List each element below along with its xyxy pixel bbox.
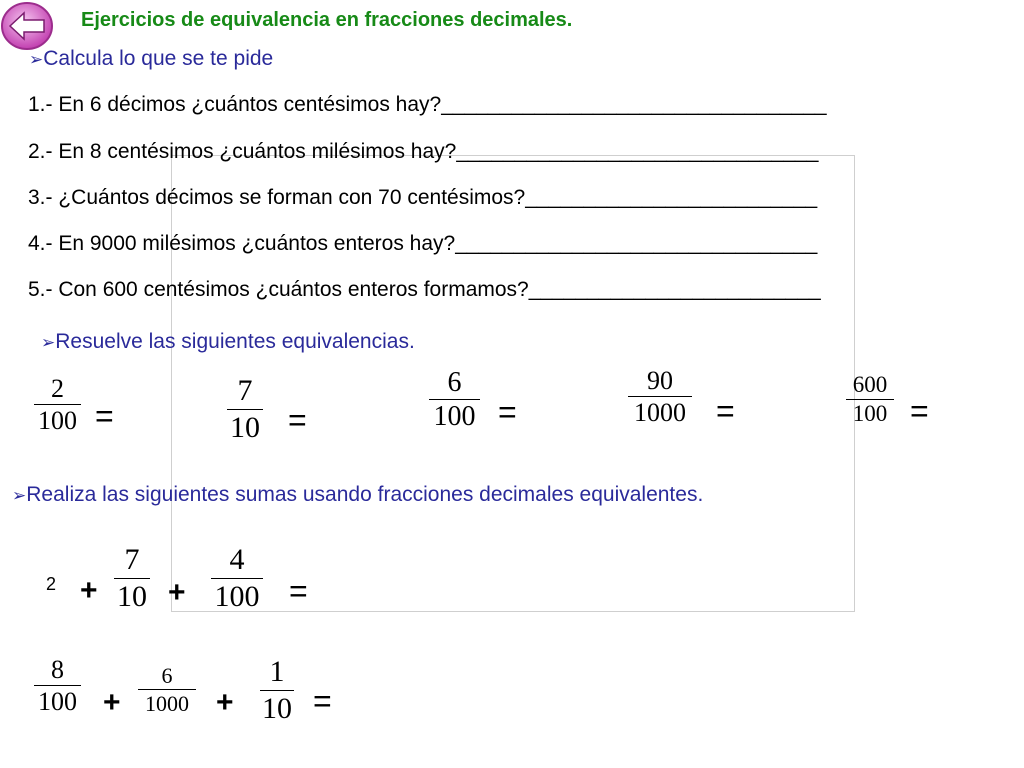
equivalence-fraction-3: [429, 366, 480, 434]
back-arrow-icon: [0, 0, 56, 52]
sum2-fraction-3: [260, 654, 294, 726]
whole-number: 2: [46, 574, 57, 594]
numerator: 7: [237, 374, 253, 407]
equivalence-fraction-2: [227, 373, 263, 445]
equivalence-fraction-1: [34, 373, 81, 437]
sum2-fraction-1: [34, 654, 81, 718]
denominator: 100: [38, 406, 77, 436]
numerator: 7: [124, 543, 140, 576]
denominator: 10: [262, 691, 292, 725]
question-5: 5.- Con 600 centésimos ¿cuántos enteros formamos?_________________________: [28, 278, 821, 301]
numerator: 2: [51, 374, 64, 403]
plus-sign: +: [216, 686, 234, 719]
numerator: 90: [647, 366, 673, 395]
plus-sign: +: [80, 574, 98, 607]
section-heading-realiza: [12, 483, 703, 507]
numerator: 1: [269, 655, 285, 688]
denominator: 1000: [634, 398, 686, 428]
equals-sign: =: [716, 393, 735, 429]
question-4: 4.- En 9000 milésimos ¿cuántos enteros hay?_______________________________: [28, 232, 818, 255]
denominator: 100: [852, 401, 888, 427]
question-1: 1.- En 6 décimos ¿cuántos centésimos hay?_________________________________: [28, 93, 827, 116]
back-button[interactable]: [0, 0, 56, 52]
denominator: 100: [214, 579, 260, 613]
plus-sign: +: [103, 686, 121, 719]
section-heading-resuelve: [41, 330, 415, 354]
sum1-fraction-2: [211, 542, 263, 614]
section-heading-text: Calcula lo que se te pide: [43, 47, 274, 70]
plus-sign: +: [168, 576, 186, 609]
equals-sign: =: [289, 573, 308, 609]
equals-sign: =: [95, 398, 114, 434]
section-heading-calcula: [29, 47, 273, 71]
sum1-fraction-1: [114, 542, 150, 614]
numerator: 8: [51, 655, 64, 684]
denominator: 1000: [145, 691, 189, 717]
denominator: 100: [433, 401, 476, 433]
numerator: 6: [447, 367, 462, 398]
question-2: 2.- En 8 centésimos ¿cuántos milésimos hay?_______________________________: [28, 140, 819, 163]
denominator: 10: [117, 579, 147, 613]
numerator: 4: [229, 543, 245, 576]
denominator: 100: [38, 687, 77, 717]
arrow-bullet-icon: ➢: [29, 50, 44, 69]
question-3: 3.- ¿Cuántos décimos se forman con 70 centésimos?_________________________: [28, 186, 818, 209]
arrow-bullet-icon: ➢: [12, 486, 27, 505]
section-heading-text: Realiza las siguientes sumas usando fracciones decimales equivalentes.: [26, 483, 704, 506]
sum2-fraction-2: [138, 662, 196, 717]
equals-sign: =: [313, 683, 332, 719]
equivalence-fraction-5: [846, 371, 894, 428]
equals-sign: =: [910, 393, 929, 429]
equivalence-fraction-4: [628, 365, 692, 429]
numerator: 600: [852, 372, 888, 397]
equals-sign: =: [288, 402, 307, 438]
background-frame: [171, 155, 855, 612]
page-title: Ejercicios de equivalencia en fracciones decimales.: [81, 9, 573, 31]
arrow-bullet-icon: ➢: [41, 333, 56, 352]
equals-sign: =: [498, 394, 517, 430]
numerator: 6: [161, 663, 173, 688]
denominator: 10: [230, 410, 260, 444]
section-heading-text: Resuelve las siguientes equivalencias.: [55, 330, 415, 353]
